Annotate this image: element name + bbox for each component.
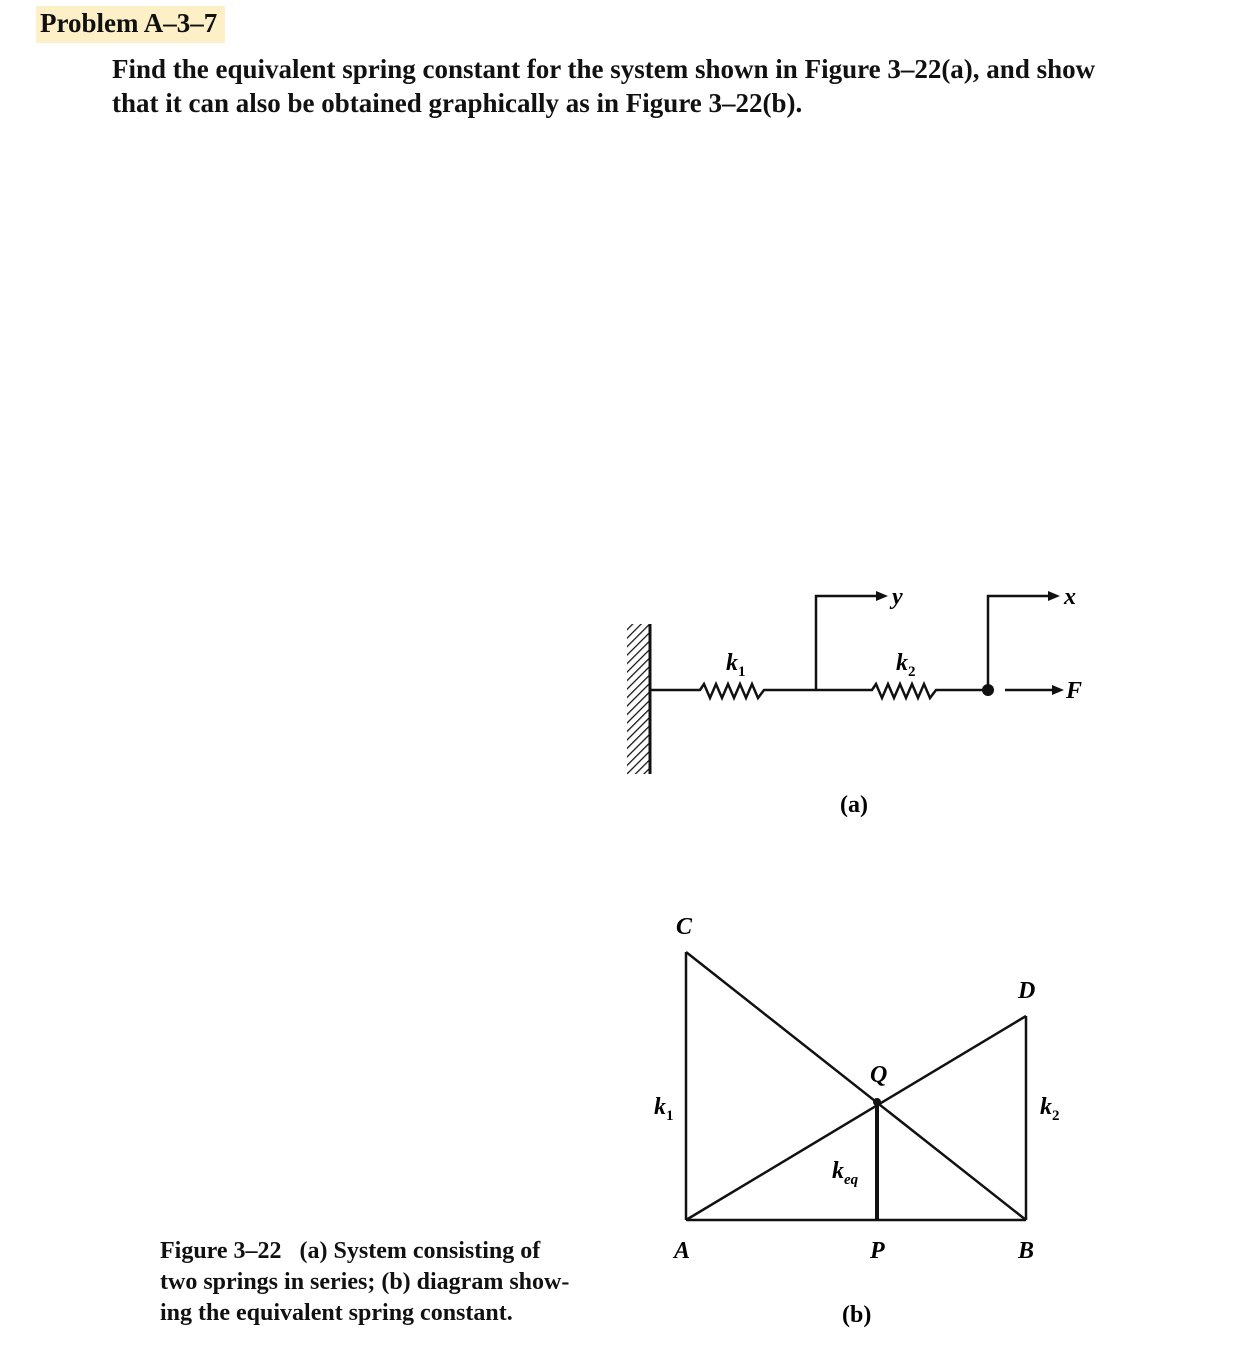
spring-k2 [816, 684, 988, 698]
label-p: P [870, 1238, 885, 1264]
problem-statement-line-1: Find the equivalent spring constant for the system shown in Figure 3–22(a), and show [112, 54, 1096, 84]
label-part-b: (b) [842, 1302, 872, 1328]
caption-line-2: two springs in series; (b) diagram show- [160, 1269, 570, 1295]
label-keq: $k_{eq}$ [832, 1158, 859, 1188]
force-arrow-head [1052, 685, 1064, 695]
label-a: A [674, 1238, 691, 1264]
label-y: y [892, 584, 903, 610]
caption-line-3: ing the equivalent spring constant. [160, 1300, 513, 1326]
label-force: F [1066, 678, 1083, 704]
label-d: D [1018, 978, 1036, 1004]
label-c: C [676, 914, 693, 940]
label-part-a: (a) [840, 792, 868, 818]
figure-b-diagram [654, 914, 1060, 1328]
label-b: B [1018, 1238, 1035, 1264]
arrow-x-head [1048, 591, 1060, 601]
problem-title: Problem A–3–7 [36, 6, 225, 43]
label-q: Q [870, 1062, 888, 1088]
figure-caption [160, 1236, 590, 1329]
point-q [873, 1098, 881, 1106]
figure-a-system [627, 584, 1082, 818]
caption-figure-number: Figure 3–22 [160, 1238, 282, 1264]
problem-statement-line-2: that it can also be obtained graphically as in Figure 3–22(b). [112, 88, 803, 118]
label-k2-b: $k_2$ [1040, 1094, 1060, 1124]
wall-hatching [627, 624, 649, 774]
line-ad [686, 1016, 1026, 1220]
arrow-y-head [876, 591, 888, 601]
label-k1-b: $k_1$ [654, 1094, 674, 1124]
connector-y-indicator [816, 596, 876, 690]
connector-x-indicator [988, 596, 1048, 690]
spring-k1 [650, 684, 816, 698]
label-x: x [1064, 584, 1076, 610]
label-k1: $k_1$ [726, 650, 746, 680]
caption-line-1: Figure 3–22 (a) System consisting of [160, 1238, 541, 1264]
label-k2: $k_2$ [896, 650, 916, 680]
